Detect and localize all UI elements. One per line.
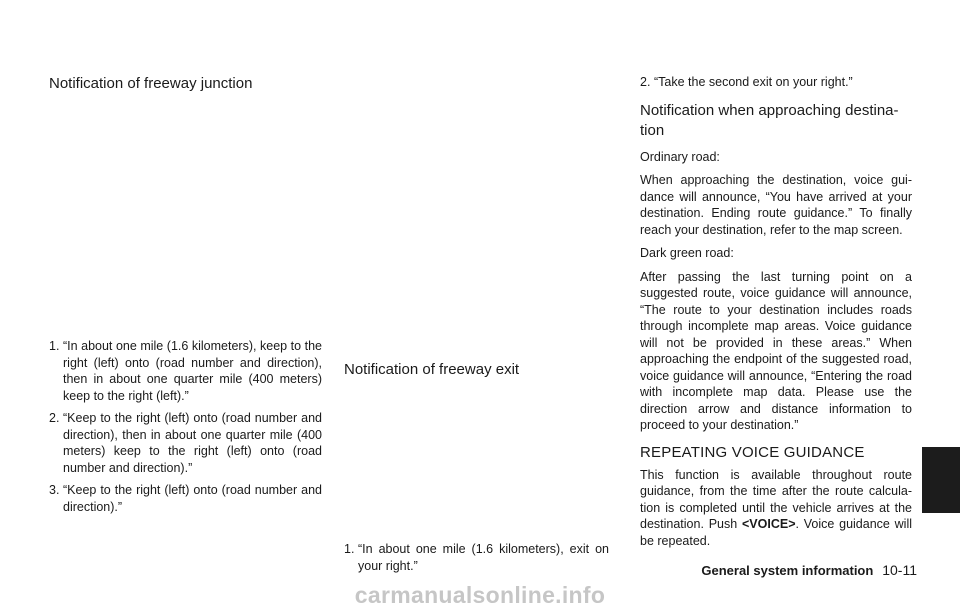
list-item: 3. “Keep to the right (left) onto (road number and direction).” xyxy=(49,483,322,514)
repeating-voice-guidance-text: This function is available throughout route guidance, from the time after the route calcula- tion is completed until the vehicle arrives at the destination. Push <VOICE>. Voice guidance will be repeated. xyxy=(640,467,912,548)
ordinary-road-label: Ordinary road: xyxy=(640,149,720,164)
watermark: carmanualsonline.info xyxy=(354,582,606,608)
dark-green-road-label: Dark green road: xyxy=(640,246,734,260)
page-number: 10-11 xyxy=(882,562,917,578)
approaching-destination-heading: Notification when approaching destina- tion xyxy=(640,101,899,139)
dark-green-road-text: After passing the last turning point on a suggested route, voice guidance will announce, “The route to your destination includes roads through incomplete map areas. Voice guidance will not be provided in these areas.” When approaching the endpoint of the suggested road, voice guidance will announce, “Entering the road with incomplete map data. Please use the direction arrow and distance information to proceed to your destination.” xyxy=(640,269,912,432)
list-item: 2. “Keep to the right (left) onto (road number and direction), then in about one quarter mile (400 meters) keep to the right (left) onto (road number and direction).” xyxy=(49,411,322,475)
exit-list xyxy=(344,541,609,580)
right-column xyxy=(640,74,912,549)
list-item: 2. “Take the second exit on your right.” xyxy=(640,75,853,89)
repeating-voice-guidance-heading: REPEATING VOICE GUIDANCE xyxy=(640,443,865,461)
exit-list-continued xyxy=(640,74,912,91)
freeway-junction-heading: Notification of freeway junction xyxy=(49,75,253,92)
footer-section-title: General system information xyxy=(701,563,874,578)
chapter-tab xyxy=(922,447,960,513)
list-item: 1. “In about one mile (1.6 kilometers), exit on your right.” xyxy=(344,542,609,573)
voice-button-label: <VOICE> xyxy=(742,517,796,531)
ordinary-road-text: When approaching the destination, voice gui- dance will announce, “You have arrived at your destination. Ending route guidance.” To finally reach your destination, refer to the map screen. xyxy=(640,173,912,237)
freeway-exit-heading: Notification of freeway exit xyxy=(344,361,520,378)
junction-list xyxy=(49,338,322,521)
list-item: 1. “In about one mile (1.6 kilometers), keep to the right (left) onto (road number and direction), then in about one quarter mile (400 meters) keep to the right (left).” xyxy=(49,339,322,403)
page-footer xyxy=(701,562,917,580)
